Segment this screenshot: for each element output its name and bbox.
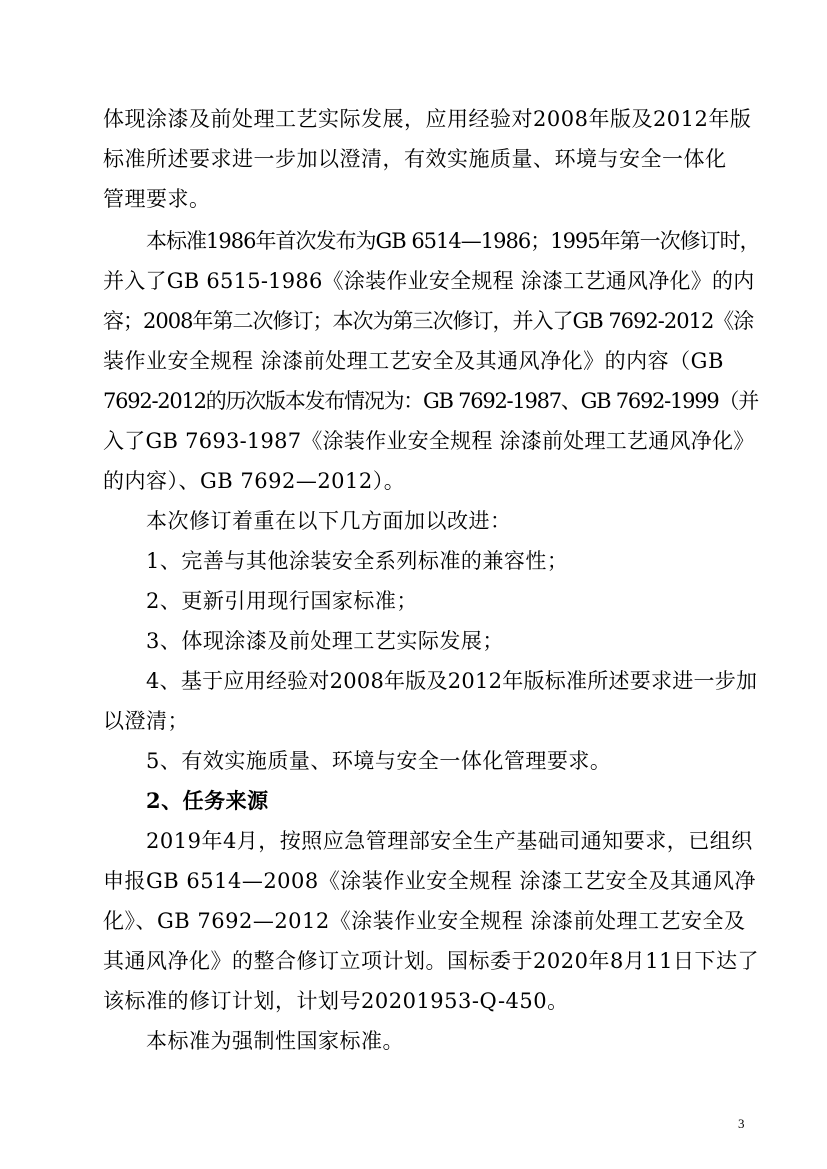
paragraph-task-line-3: 化》、GB 7692—2012《涂装作业安全规程 涂漆前处理工艺安全及 (103, 909, 746, 933)
paragraph-1-line-2: 标准所述要求进一步加以澄清，有效实施质量、环境与安全一体化 (103, 147, 727, 171)
section-heading: 2、任务来源 (146, 788, 269, 813)
paragraph-task-line-2: 申报GB 6514—2008《涂装作业安全规程 涂漆工艺安全及其通风净 (103, 869, 756, 893)
list-item-2: 2、更新引用现行国家标准； (146, 589, 418, 613)
paragraph-task-line-5: 该标准的修订计划，计划号20201953-Q-450。 (103, 989, 569, 1013)
paragraph-2-line-4: 装作业安全规程 涂漆前处理工艺安全及其通风净化》的内容（GB (103, 349, 724, 373)
paragraph-2-line-5: 7692-2012的历次版本发布情况为：GB 7692-1987、GB 7692-1999（并 (103, 389, 758, 413)
paragraph-2-line-2: 并入了GB 6515-1986《涂装作业安全规程 涂漆工艺通风净化》的内 (103, 269, 755, 293)
paragraph-final: 本标准为强制性国家标准。 (146, 1029, 404, 1053)
paragraph-1-line-3: 管理要求。 (103, 187, 211, 211)
paragraph-2-line-1: 本标准1986年首次发布为GB 6514—1986；1995年第一次修订时， (146, 229, 760, 253)
list-item-1: 1、完善与其他涂装安全系列标准的兼容性； (146, 549, 569, 573)
paragraph-task-line-4: 其通风净化》的整合修订立项计划。国标委于2020年8月11日下达了 (103, 949, 760, 973)
list-item-3: 3、体现涂漆及前处理工艺实际发展； (146, 629, 504, 653)
list-item-4-line-2: 以澄清； (103, 709, 189, 733)
paragraph-1-line-1: 体现涂漆及前处理工艺实际发展，应用经验对2008年版及2012年版 (103, 107, 752, 131)
paragraph-task-line-1: 2019年4月，按照应急管理部安全生产基础司通知要求，已组织 (146, 829, 753, 853)
paragraph-2-line-3: 容；2008年第二次修订；本次为第三次修订，并入了GB 7692-2012《涂 (103, 309, 754, 333)
paragraph-2-line-6: 入了GB 7693-1987《涂装作业安全规程 涂漆前处理工艺通风净化》 (103, 429, 755, 453)
list-item-4-line-1: 4、基于应用经验对2008年版及2012年版标准所述要求进一步加 (146, 669, 758, 693)
paragraph-3-line-1: 本次修订着重在以下几方面加以改进： (146, 509, 512, 533)
page-number: 3 (738, 1116, 745, 1131)
paragraph-2-line-7: 的内容）、GB 7692—2012）。 (103, 469, 406, 493)
list-item-5: 5、有效实施质量、环境与安全一体化管理要求。 (146, 749, 612, 773)
